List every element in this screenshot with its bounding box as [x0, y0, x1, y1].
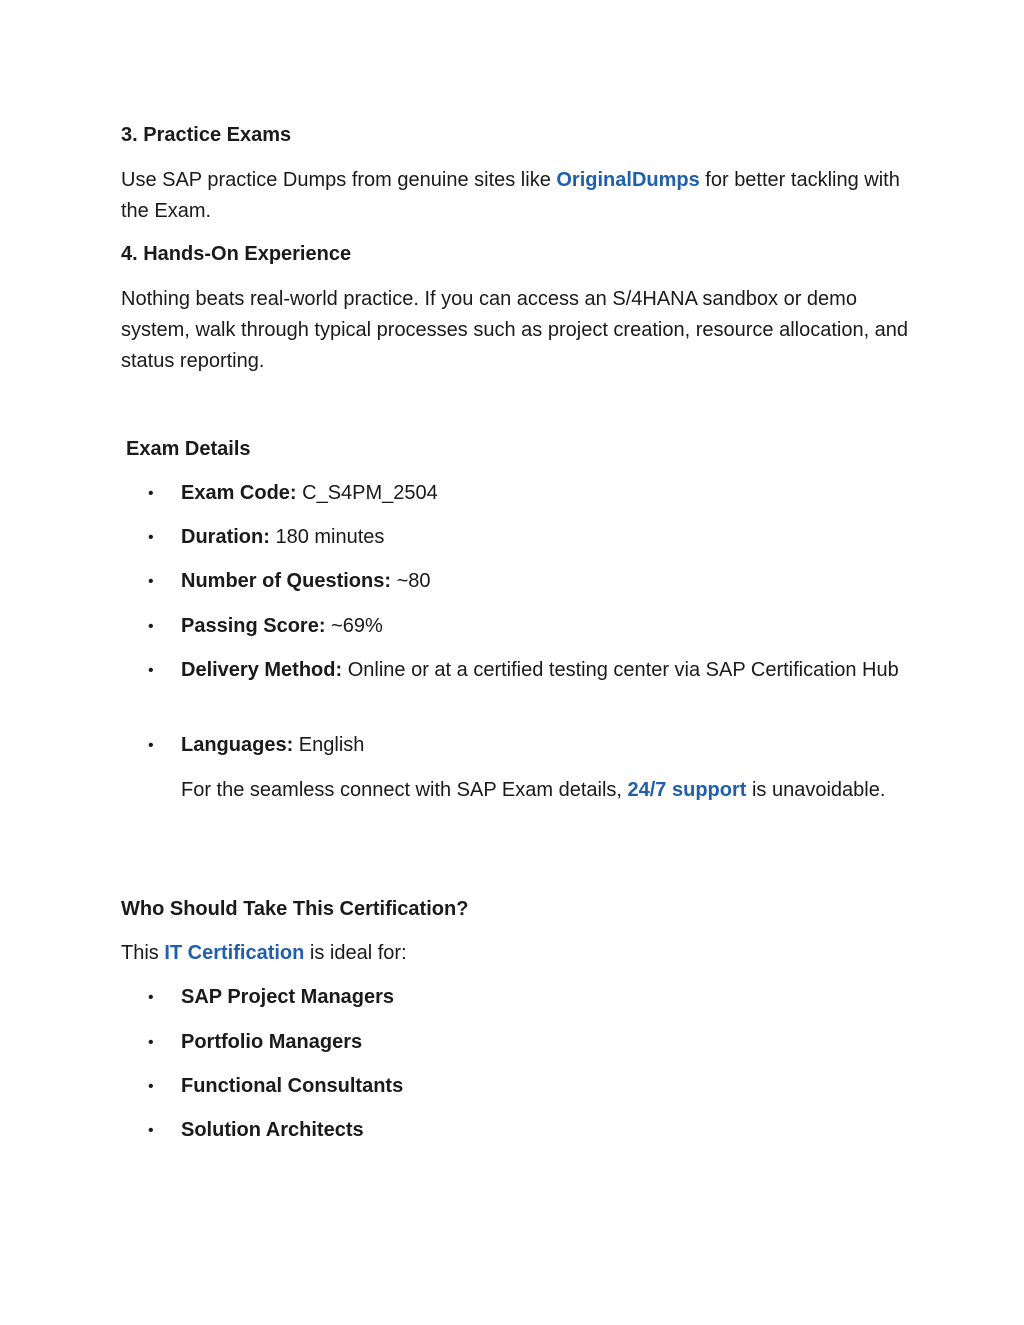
exam-detail-item [148, 655, 921, 686]
audience-list-item [148, 1115, 921, 1146]
audience-list-item [148, 982, 921, 1013]
originaldumps-link[interactable]: OriginalDumps [556, 169, 700, 191]
bullet-icon: • [148, 662, 154, 679]
exam-detail-value: ~69% [325, 615, 383, 637]
bullet-icon: • [148, 1122, 154, 1139]
exam-detail-item [148, 730, 921, 761]
note-text-after: is unavoidable. [746, 779, 886, 801]
exam-detail-label: Duration: [181, 526, 270, 548]
bullet-icon: • [148, 1034, 154, 1051]
exam-detail-item [148, 522, 921, 553]
bullet-icon: • [148, 573, 154, 590]
audience-list-item [148, 1027, 921, 1058]
audience-label: SAP Project Managers [181, 986, 395, 1008]
bullet-icon: • [148, 737, 154, 754]
exam-detail-label: Delivery Method: [181, 659, 343, 681]
note-text-before: For the seamless connect with SAP Exam details, [181, 779, 628, 801]
who-intro-paragraph [121, 938, 921, 969]
exam-detail-value: Online or at a certified testing center via SAP Certification Hub [342, 659, 899, 681]
bullet-icon: • [148, 485, 154, 502]
practice-text-after: for better tackling with the Exam. [121, 169, 900, 222]
exam-detail-value: ~80 [391, 570, 431, 592]
who-intro-before: This [121, 942, 165, 964]
audience-label: Portfolio Managers [181, 1031, 363, 1053]
hands-on-heading: 4. Hands-On Experience [121, 243, 352, 265]
exam-detail-value: English [293, 734, 365, 756]
bullet-icon: • [148, 989, 154, 1006]
exam-detail-value: C_S4PM_2504 [296, 482, 438, 504]
exam-details-heading: Exam Details [126, 438, 251, 460]
audience-label: Functional Consultants [181, 1075, 404, 1097]
support-link[interactable]: 24/7 support [627, 779, 747, 801]
it-certification-link[interactable]: IT Certification [164, 942, 305, 964]
exam-detail-item [148, 566, 921, 597]
exam-detail-item [148, 478, 921, 509]
audience-label: Solution Architects [181, 1119, 364, 1141]
bullet-icon: • [148, 1078, 154, 1095]
practice-text-before: Use SAP practice Dumps from genuine sites like [121, 169, 557, 191]
hands-on-paragraph: Nothing beats real-world practice. If you can access an S/4HANA sandbox or demo system, walk through typical processes such as project creation, resource allocation, and status reporting. [121, 288, 909, 372]
practice-exams-paragraph [121, 165, 921, 227]
audience-list-item [148, 1071, 921, 1102]
exam-detail-item [148, 611, 921, 642]
practice-exams-heading: 3. Practice Exams [121, 124, 292, 146]
exam-detail-label: Exam Code: [181, 482, 297, 504]
exam-detail-label: Languages: [181, 734, 294, 756]
exam-detail-label: Number of Questions: [181, 570, 392, 592]
bullet-icon: • [148, 618, 154, 635]
bullet-icon: • [148, 529, 154, 546]
exam-detail-value: 180 minutes [269, 526, 385, 548]
who-intro-after: is ideal for: [304, 942, 407, 964]
exam-details-note [181, 775, 921, 806]
exam-detail-label: Passing Score: [181, 615, 326, 637]
who-should-take-heading: Who Should Take This Certification? [121, 898, 469, 920]
